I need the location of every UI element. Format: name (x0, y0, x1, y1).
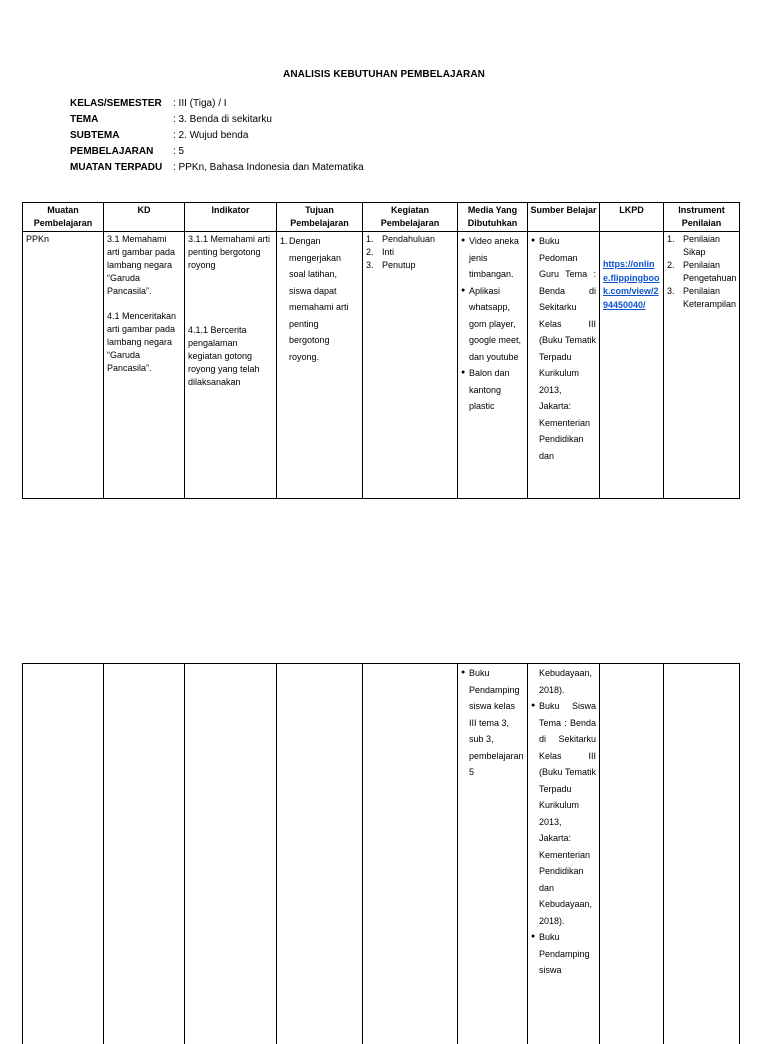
kegiatan-cell (363, 664, 458, 1044)
table-row (23, 232, 740, 499)
column-header: Media Yang Dibutuhkan (458, 203, 528, 232)
column-header: LKPD (600, 203, 664, 232)
kegiatan-item (366, 259, 454, 272)
instrumen-item (667, 285, 736, 311)
meta-label: PEMBELAJARAN (70, 146, 154, 157)
instrumen-cell (664, 232, 740, 499)
instrumen-item (667, 233, 736, 259)
lkpd-cell (600, 232, 664, 499)
kd-cell (104, 664, 185, 1044)
item-number: 1. (667, 234, 675, 244)
identity-block (70, 96, 364, 176)
column-header: Indikator (185, 203, 277, 232)
tujuan-cell (277, 232, 363, 499)
column-header: Instrument Penilaian (664, 203, 740, 232)
lkpd-link[interactable]: https://online.flippingbook.com/view/294450040/ (603, 259, 660, 310)
kd-item: 4.1 Menceritakan arti gambar pada lambang negara “Garuda Pancasila”. (107, 311, 177, 373)
document-title: ANALISIS KEBUTUHAN PEMBELAJARAN (283, 69, 485, 80)
item-number: 1. (280, 236, 288, 246)
indikator-item: 3.1.1 Memahami arti penting bergotong royong (188, 234, 271, 270)
meta-row-kelas (70, 96, 364, 112)
kd-item: 3.1 Memahami arti gambar pada lambang negara “Garuda Pancasila”. (107, 234, 176, 296)
item-number: 3. (366, 260, 374, 270)
indikator-cell (185, 232, 277, 499)
kegiatan-item (366, 246, 454, 259)
sumber-item: ● Buku Siswa Tema : Benda di Sekitarku Kelas III (Buku Tematik Terpadu Kurikulum 2013, Jakarta: Kementerian Pendidikan dan Kebudayaan, 2018). (531, 698, 596, 929)
column-header: Tujuan Pembelajaran (277, 203, 363, 232)
table-header-row (23, 203, 740, 232)
kegiatan-item (366, 233, 454, 246)
meta-row-pembelajaran (70, 144, 364, 160)
item-number: 3. (667, 286, 675, 296)
muatan-cell: PPKn (23, 232, 104, 499)
item-number: 1. (366, 234, 374, 244)
sumber-cell (528, 664, 600, 1044)
indikator-cell (185, 664, 277, 1044)
media-cell (458, 664, 528, 1044)
media-item: ● Video aneka jenis timbangan. (461, 233, 524, 283)
sumber-item: ● Buku Pendamping siswa (531, 929, 596, 979)
tujuan-item (280, 233, 359, 365)
sumber-cell (528, 232, 600, 499)
kegiatan-cell (363, 232, 458, 499)
meta-row-tema (70, 112, 364, 128)
instrumen-text: Penilaian Sikap (683, 234, 721, 257)
meta-label: KELAS/SEMESTER (70, 98, 162, 109)
kegiatan-text: Penutup (382, 260, 416, 270)
meta-row-muatan (70, 160, 364, 176)
indikator-item: 4.1.1 Bercerita pengalaman kegiatan gotong royong yang telah dilaksanakan (188, 325, 260, 387)
meta-value: : 2. Wujud benda (173, 130, 249, 141)
column-header: Sumber Belajar (528, 203, 600, 232)
table-row (23, 664, 740, 1044)
instrumen-text: Penilaian Keterampilan (683, 286, 737, 309)
column-header: Kegiatan Pembelajaran (363, 203, 458, 232)
column-header: Muatan Pembelajaran (23, 203, 104, 232)
meta-value: : PPKn, Bahasa Indonesia dan Matematika (173, 162, 364, 173)
item-number: 2. (667, 260, 675, 270)
meta-value: : III (Tiga) / I (173, 98, 227, 109)
meta-label: SUBTEMA (70, 130, 120, 141)
column-header: KD (104, 203, 185, 232)
muatan-cell (23, 664, 104, 1044)
meta-label: TEMA (70, 114, 99, 125)
meta-row-subtema (70, 128, 364, 144)
sumber-item: ● Buku Pedoman Guru Tema : Benda di Sekitarku Kelas III (Buku Tematik Terpadu Kurikulum 2013, Jakarta: Kementerian Pendidikan dan (531, 233, 596, 464)
tujuan-cell (277, 664, 363, 1044)
instrumen-cell (664, 664, 740, 1044)
instrumen-text: Penilaian Pengetahuan (683, 260, 737, 283)
kegiatan-text: Inti (382, 247, 395, 257)
instrumen-item (667, 259, 736, 285)
sumber-continuation: Kebudayaan, 2018). (539, 668, 593, 695)
media-item: ● Buku Pendamping siswa kelas III tema 3, sub 3, pembelajaran 5 (461, 665, 524, 781)
learning-needs-table (22, 202, 740, 499)
media-item: ● Balon dan kantong plastic (461, 365, 524, 415)
meta-value: : 3. Benda di sekitarku (173, 114, 272, 125)
meta-label: MUATAN TERPADU (70, 162, 163, 173)
learning-needs-table-continued (22, 663, 740, 1044)
media-cell (458, 232, 528, 499)
media-item: ● Aplikasi whatsapp, gom player, google meet, dan youtube (461, 283, 524, 366)
lkpd-cell (600, 664, 664, 1044)
tujuan-text: Dengan mengerjakan soal latihan, siswa dapat memahami arti penting bergotong royong. (289, 236, 349, 362)
item-number: 2. (366, 247, 374, 257)
kd-cell (104, 232, 185, 499)
kegiatan-text: Pendahuluan (382, 234, 436, 244)
meta-value: : 5 (173, 146, 185, 157)
